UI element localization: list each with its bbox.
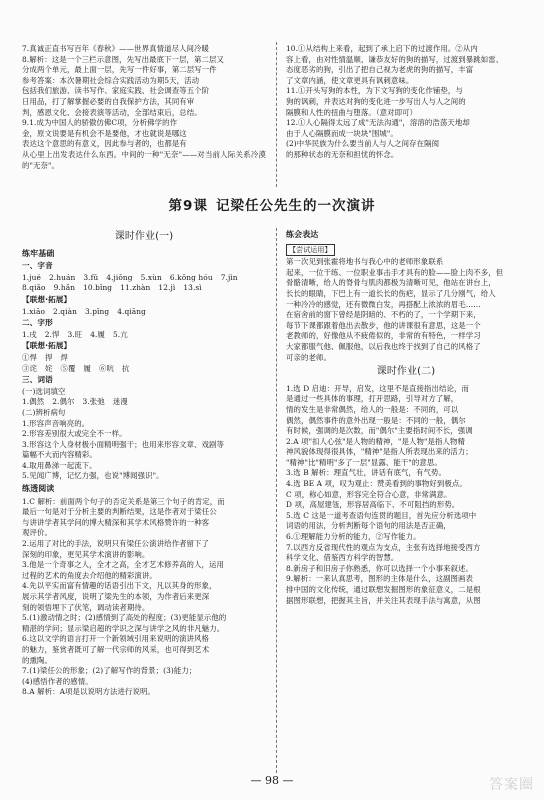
watermark-logo: 答案圈 — [489, 777, 534, 793]
text-line: 过程的艺术的角度去介绍他的精彩演讲。 — [22, 570, 157, 580]
column-divider — [276, 228, 277, 773]
text-line: 精湛的学问；显示梁启超的学识之深与讲学之风的非凡魅力。 — [22, 623, 225, 633]
text-line: 1.选 D 启迪：开导，启发，这里不是直接指出结论，而 — [286, 383, 469, 393]
answer-item: 11.zhàn — [120, 283, 151, 293]
pinyin-row — [22, 273, 266, 284]
text-line: 6.这以文学的语言打开一个新领域引用来说明的演讲风格 — [22, 634, 210, 644]
text-line: 5.见闻广博，记忆力强，也说"博闻强识"。 — [22, 471, 164, 481]
lesson-heading — [0, 194, 544, 214]
answer-item: 姹 — [44, 363, 53, 373]
answer-item: 9.hǎn — [53, 283, 76, 293]
text-line: 4.取用鼻涕一起流下。 — [22, 460, 97, 470]
text-line: 1.形容声音响亮的。 — [22, 418, 90, 428]
top-right-answers — [286, 44, 526, 161]
homework-title: 课时作业(一) — [114, 231, 174, 242]
text-line: 有时候，强调的是次数，而"偶尔"主要指时间不长，强调 — [286, 426, 473, 436]
answer-item: 1.偶然 — [22, 397, 45, 407]
text-line: 神风貌体现得很具体，"精神"是指人所表现出来的活力； — [286, 447, 473, 457]
text-line: (二)辨析病句 — [22, 407, 66, 417]
text-line: 的那种状态的无奈和担忧的怀念。 — [286, 149, 399, 159]
text-line: 5.选 C 这是一道考查语句连贯的题目，首先应分析选项中 — [286, 510, 477, 520]
text-line: 金，原文说要是有机会不是要他，才也就说是哪这 — [22, 128, 187, 138]
subsection-heading: 二、字形 — [22, 318, 53, 328]
text-line: 据图形联想，把握其主旨，并关注其表现手法与寓意，从图 — [286, 595, 481, 605]
text-line: C 项，称心如意，形容完全符合心意，非常满意。 — [286, 489, 452, 499]
answer-item: 1.戌 — [22, 329, 37, 339]
text-line: 判，感恩文化、会接表演等活动，全部结束后，总结。 — [22, 107, 202, 117]
text-line: 4.选 BE A 项，叹为观止：赞美看到的事物好到极点。 — [286, 479, 467, 489]
text-line: 4.先以平实而富有情趣的话语引出下文，凡以其身的形象， — [22, 581, 217, 591]
answer-item: 7.jìn — [220, 272, 238, 282]
answer-item: ⑥吭 — [98, 363, 114, 373]
right-column — [286, 228, 526, 606]
text-line: 9.1.成为中国人的骄傲仿佛C项，分析佛学的作 — [22, 118, 178, 128]
text-line: 10.①从结构上来看，起到了承上启下的过渡作用。②从内 — [286, 44, 478, 53]
tag-box: 【尝试运用】 — [286, 244, 335, 257]
text-line: 2.运用了对比的手法，说明只有梁任公演讲给作者留下了 — [22, 539, 210, 549]
answer-item: 3.pǐng — [84, 306, 110, 316]
section-heading: 练透阅读 — [22, 484, 55, 494]
text-line: "精神"比"精明"多了一层"显露、能干"的意思。 — [286, 457, 442, 467]
answer-item: 5.亢 — [113, 329, 128, 339]
column-divider — [276, 42, 277, 187]
text-line: 的熏陶。 — [22, 655, 52, 665]
text-line: 从心里上出发表达什么东西。中间的一种"无奈"——对当前人际关系冷漠的"无奈"。 — [22, 149, 266, 170]
answer-item: 焊 — [60, 352, 68, 362]
answer-item: 4.jiǒng — [106, 272, 133, 282]
text-line: 最后一句是对于分析主要的判断结果，这是作者对于梁任公 — [22, 507, 217, 517]
text-line: 9.解析：一来认真思考，图形的主体是什么，这副图画表 — [286, 574, 474, 584]
answer-item: 2.huán — [48, 272, 76, 282]
extension-row — [22, 307, 266, 318]
text-line: 大家都服气他、佩服他，以后我也终于找到了自己的风格了 — [286, 341, 481, 351]
answer-item: ③诧 — [22, 363, 37, 373]
text-line: 12.①人心隔得太远了成"无法沟通"，溶溶的浩荡天地却 — [286, 118, 470, 128]
text-line: 与讲讲学者其学问的博大精深和其学术风格赞许的一种客 — [22, 517, 210, 527]
text-line: 偶然，偶然事件的意外出现一般是：不同的一般，偶尔 — [286, 415, 466, 425]
answer-item: 8.qiǎo — [22, 283, 46, 293]
extension-row — [22, 364, 266, 375]
answer-item: 抗 — [121, 363, 130, 373]
text-line: 第一次见到张霍将地书与我心中的老师形象联系 — [286, 257, 444, 267]
word-choice-row — [22, 397, 266, 408]
text-line: 8.A 解析：A项是以说明方法进行说明。 — [22, 687, 155, 697]
zixing-row — [22, 330, 266, 341]
text-line: (一)选词填空 — [22, 386, 66, 396]
text-line: 是通过一些具体的事理，打开思路，引导对方了解， — [286, 394, 459, 404]
text-line: 3.选 B 解析：理直气壮，讲话有底气，有气势。 — [286, 468, 447, 478]
text-line: 7.真诚正直书写百年《春秋》——世界真情道尽人间冷暖 — [22, 44, 210, 53]
text-line: 展示其学者风度，说明了梁先生的本领，为作者后来更深 — [22, 592, 210, 601]
text-line: 3.他是一个奇事之人，全才之高，全才艺术修养高的人，运用 — [22, 560, 225, 570]
text-line: 老教师的，好像他从不疲倦似的，非常的有特色，一样学习 — [286, 331, 481, 341]
text-line: 狗的讽刺，并表达对狗的变化进一步写出人与人之间的 — [286, 96, 466, 106]
answer-item: 12.jì — [158, 283, 176, 293]
text-line: 观评价。 — [22, 528, 52, 538]
text-line: 每节下课都跟着他出去散步，他的讲课很有意思，这是一个 — [286, 320, 481, 330]
text-line: 11.①开头写狗的本性，为下文写狗的变化作铺垫，与 — [286, 86, 463, 96]
answer-item: ①悍 — [22, 352, 37, 362]
text-line: 5.(1)激动情之时；(2)感情到了高处的程度；(3)更能显示他的 — [22, 613, 227, 623]
section-heading: 练牢基础 — [22, 248, 55, 258]
homework-title: 课时作业(二) — [376, 366, 436, 378]
text-line: 的魅力，鉴赏者既可了解一代宗师的风采，也可得到艺术 — [22, 644, 210, 654]
left-column — [22, 228, 266, 698]
text-line: 7.以西方反省现代性的观点为支点，主张有选择地接受西方 — [286, 542, 481, 552]
text-line: 刻的领悟埋下了伏笔，调动读者期待。 — [22, 602, 150, 612]
text-line: 在宿舍前的窗下曾经是阴暗的、不朽的了，一个学期下来， — [286, 310, 481, 320]
answer-item: 迷漫 — [112, 397, 128, 407]
text-line: 6.①理解能力分析的能力，②写作能力。 — [286, 532, 421, 542]
text-line: 2.A 项"扣人心弦"是人物的精神，"是人物"是指人物精 — [286, 436, 465, 446]
answer-item: 6.kǒng hóu — [169, 272, 213, 282]
text-line: 包括我们旅游、读书写作、家庭实践、社会调查等五个阶 — [22, 86, 210, 96]
answer-item: 3.旺 — [67, 329, 83, 339]
text-line: 1.C 解析：前面两个句子的否定关系是第三个句子的肯定，而 — [22, 496, 225, 506]
lesson-number: 第9课 — [168, 198, 208, 214]
answer-item: 2.偶尔 — [52, 397, 75, 407]
extension-row — [22, 353, 266, 364]
text-line: D 项，高屋建瓴，形容居高临下、不可阻挡的形势。 — [286, 500, 460, 510]
text-line: 起来，一位干练、一位职业事击手才具有的脸——脸上肉不多，但 — [286, 267, 504, 277]
text-line: (4)感悟作者的感情。 — [22, 676, 93, 686]
text-line: 排中国的文化传统，通过联想发掘图形的象征意义，二是根 — [286, 585, 481, 594]
text-line: 3.形容这个人身材极小面精明强干；也用来形容文章、戏剧等 — [22, 439, 225, 449]
text-line: 一种冷冷的感觉，还有微微白发，再搭配上浓浓的眉毛…… — [286, 299, 481, 309]
answer-item: 捍 — [44, 352, 53, 362]
text-line: 科学文化、借鉴西方科学的智慧。 — [286, 553, 399, 563]
text-line: 篇幅不大而内容精彩。 — [22, 450, 97, 460]
answer-item: 5.xùn — [140, 272, 162, 282]
answer-item: 10.bǐng — [83, 283, 113, 293]
text-line: 2.形容差别很大或完全不一样。 — [22, 429, 127, 439]
text-line: 情的发生是非常偶然，给人的一般是：不同的，可以 — [286, 404, 459, 414]
text-line: 8.解析：这是一个三栏示意图，先写出最底下一层，第二层又 — [22, 54, 225, 64]
text-line: 分成两个单元，最上面一层，先写一件好事，第二层写一件 — [22, 65, 217, 75]
text-line: 长长的眼睛，下巴上有一道长长的伤疤，显示了几分刚气，给人 — [286, 288, 496, 298]
text-line: 骨骼清晰，给人的脊骨与肌肉都极为清晰可见，他站在讲台上， — [286, 278, 496, 288]
text-line: (2)中华民族为什么要当前人与人之间存在隔阂 — [286, 139, 440, 149]
subsection-heading: 一、字音 — [22, 261, 53, 271]
pinyin-row — [22, 283, 266, 294]
answer-item: 2.悍 — [44, 329, 60, 339]
answer-item: 3.张弛 — [82, 397, 105, 407]
section-heading: 练会表达 — [286, 230, 319, 239]
subsection-heading: 三、词语 — [22, 375, 53, 385]
answer-item: 履 — [83, 363, 91, 373]
page-number: — 98 — — [250, 774, 294, 787]
text-line: 深刻的印象，更见其学术演讲的影响。 — [22, 549, 150, 559]
answer-item: 13.sì — [183, 283, 202, 293]
text-line: 态度恶劣的狗，引出了把自己视为老虎的狗的描写，丰富 — [286, 65, 474, 75]
text-line: 日用品，打了解掌握必要的自我保护方法，其同有审 — [22, 96, 195, 106]
text-line: 了文章内涵，使文章更具有讽刺意味。 — [286, 75, 414, 85]
top-left-answers — [22, 44, 266, 171]
answer-item: ⑤覆 — [60, 363, 76, 373]
text-line: 由于人心隔膜而成一块块"围城"。 — [286, 128, 398, 138]
answer-item: 4.履 — [90, 329, 105, 339]
answer-item: 4.qiāng — [117, 306, 146, 316]
text-line: 表达这个意思的有意义，因此参与者的，也都是有 — [22, 139, 187, 149]
answer-item: 1.jué — [22, 272, 41, 282]
text-line: 词语的用法，分析判断每个语句的用法是否正确， — [286, 521, 451, 531]
lesson-title: 记梁任公先生的一次演讲 — [215, 198, 376, 214]
extension-heading: 【联想·拓展】 — [22, 341, 72, 351]
answer-item: 2.qiàn — [53, 306, 77, 316]
extension-heading: 【联想·拓展】 — [22, 294, 72, 304]
text-line: 容上看，由对性情温顺、谦恭友好的狗的描写，过渡到暴跳如雷、 — [286, 54, 504, 64]
answer-item: 1.xiāo — [22, 306, 46, 316]
text-line: 参考答案：本次暑期社会综合实践活动为期5天，活动 — [22, 75, 200, 85]
text-line: 8.新房子和旧房子你熟悉，你可以选择一个小事来叙述。 — [286, 563, 474, 573]
text-line: 7.(1)梁任公的形象；(2)了解写作的背景；(3)能力； — [22, 666, 197, 676]
text-line: 隔膜和人性的扭曲与堕落。（意对即可） — [286, 107, 418, 117]
answer-item: 3.fǔ — [83, 272, 99, 282]
text-line: 可亲的老师。 — [286, 352, 331, 362]
